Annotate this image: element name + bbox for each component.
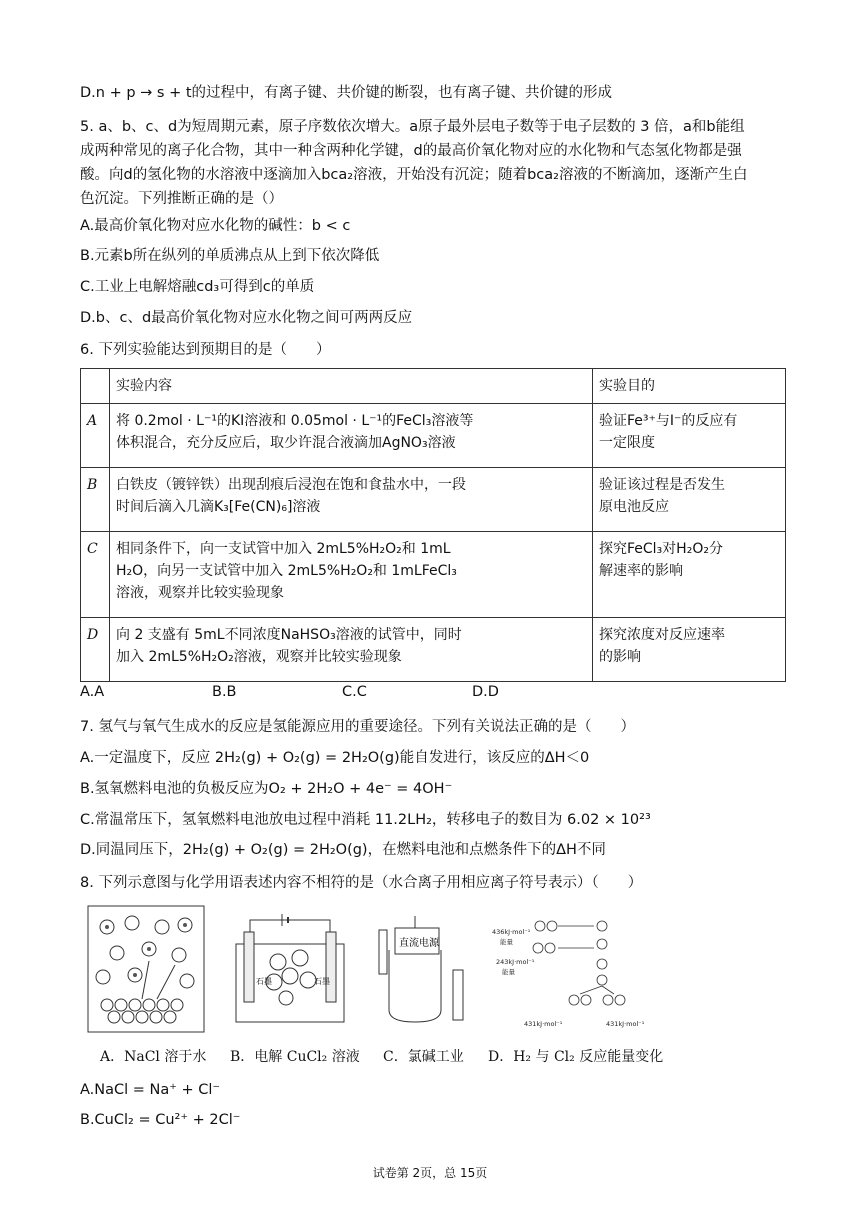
line-d-option: D.n + p → s + t的过程中，有离子键、共价键的断裂，也有离子键、共价键的形成 (80, 85, 613, 101)
q6-option-c: C.C (342, 684, 367, 700)
graphite-right-label: 石墨 (314, 977, 330, 986)
figure-a-caption: A．NaCl 溶于水 (100, 1049, 207, 1065)
q5-option-b: B.元素b所在纵列的单质沸点从上到下依次降低 (80, 248, 380, 264)
figure-b-caption: B．电解 CuCl₂ 溶液 (230, 1049, 360, 1065)
q7-option-d: D.同温同压下，2H₂(g) + O₂(g) = 2H₂O(g)，在燃料电池和点燃条件下的ΔH不同 (80, 842, 606, 858)
table-header-cell: 实验目的 (593, 369, 786, 404)
q5-stem-2: 成两种常见的离子化合物，其中一种含两种化学键，d的最高价氧化物对应的水化物和气态氢化物都是强 (80, 143, 742, 159)
energy-label-1b: 能量 (500, 938, 513, 946)
figure-nacl-dissolving (87, 905, 205, 1033)
row-content: 白铁皮（镀锌铁）出现刮痕后浸泡在饱和食盐水中，一段 时间后滴入几滴K₃[Fe(CN)₆]溶液 (110, 468, 593, 532)
q5-stem-4: 色沉淀。下列推断正确的是（） (80, 191, 283, 207)
q7-stem: 7. 氢气与氧气生成水的反应是氢能源应用的重要途径。下列有关说法正确的是（ ） (80, 719, 635, 735)
table-row (81, 468, 786, 532)
q6-option-d: D.D (472, 684, 499, 700)
row-key: A (81, 404, 110, 468)
energy-label-2: 243kJ·mol⁻¹ (496, 958, 535, 966)
graphite-left-label: 石墨 (256, 977, 272, 986)
figure-electrolysis (230, 910, 350, 1030)
figure-energy-change (490, 908, 660, 1033)
q8-option-a: A.NaCl = Na⁺ + Cl⁻ (80, 1082, 221, 1098)
q6-option-a: A.A (80, 684, 105, 700)
q5-option-d: D.b、c、d最高价氧化物对应水化物之间可两两反应 (80, 310, 413, 326)
table-header-row (81, 369, 786, 404)
q8-option-b: B.CuCl₂ = Cu²⁺ + 2Cl⁻ (80, 1112, 241, 1128)
energy-label-2b: 能量 (502, 968, 515, 976)
row-purpose: 验证该过程是否发生 原电池反应 (593, 468, 786, 532)
q5-stem-1: 5. a、b、c、d为短周期元素，原子序数依次增大。a原子最外层电子数等于电子层数的 3 倍，a和b能组 (80, 119, 745, 135)
q6-option-b: B.B (212, 684, 237, 700)
row-content: 相同条件下，向一支试管中加入 2mL5%H₂O₂和 1mL H₂O，向另一支试管中加入 2mL5%H₂O₂和 1mLFeCl₃ 溶液，观察并比较实验现象 (110, 532, 593, 618)
figure-d-caption: D．H₂ 与 Cl₂ 反应能量变化 (488, 1049, 664, 1065)
page-footer: 试卷第 2页，总 15页 (372, 1166, 488, 1180)
figure-chlor-alkali (375, 910, 470, 1032)
table-header-cell: 实验内容 (110, 369, 593, 404)
row-key: C (81, 532, 110, 618)
q7-option-a: A.一定温度下，反应 2H₂(g) + O₂(g) = 2H₂O(g)能自发进行，该反应的ΔH＜0 (80, 750, 590, 766)
row-key: D (81, 618, 110, 682)
table-row (81, 404, 786, 468)
row-purpose: 探究FeCl₃对H₂O₂分 解速率的影响 (593, 532, 786, 618)
q5-option-a: A.最高价氧化物对应水化物的碱性：b < c (80, 218, 351, 234)
table-row (81, 532, 786, 618)
dc-power-label: 直流电源 (399, 938, 439, 949)
table-header-cell (81, 369, 110, 404)
row-content: 将 0.2mol · L⁻¹的KI溶液和 0.05mol · L⁻¹的FeCl₃溶液等 体积混合，充分反应后，取少许混合液滴加AgNO₃溶液 (110, 404, 593, 468)
energy-label-3: 431kJ·mol⁻¹ (524, 1020, 563, 1028)
q6-stem: 6. 下列实验能达到预期目的是（ ） (80, 342, 331, 358)
row-purpose: 验证Fe³⁺与I⁻的反应有 一定限度 (593, 404, 786, 468)
q8-stem: 8. 下列示意图与化学用语表述内容不相符的是（水合离子用相应离子符号表示）（ ） (80, 875, 643, 891)
q7-option-c: C.常温常压下，氢氧燃料电池放电过程中消耗 11.2LH₂，转移电子的数目为 6.02 × 10²³ (80, 812, 651, 828)
experiment-table (80, 368, 786, 682)
row-key: B (81, 468, 110, 532)
q5-option-c: C.工业上电解熔融cd₃可得到c的单质 (80, 279, 315, 295)
q7-option-b: B.氢氧燃料电池的负极反应为O₂ + 2H₂O + 4e⁻ = 4OH⁻ (80, 781, 453, 797)
row-purpose: 探究浓度对反应速率 的影响 (593, 618, 786, 682)
figure-c-caption: C．氯碱工业 (383, 1049, 464, 1065)
energy-label-1: 436kJ·mol⁻¹ (492, 928, 531, 936)
table-row (81, 618, 786, 682)
energy-label-4: 431kJ·mol⁻¹ (606, 1020, 645, 1028)
row-content: 向 2 支盛有 5mL不同浓度NaHSO₃溶液的试管中，同时 加入 2mL5%H₂O₂溶液，观察并比较实验现象 (110, 618, 593, 682)
q5-stem-3: 酸。向d的氢化物的水溶液中逐滴加入bca₂溶液，开始没有沉淀；随着bca₂溶液的不断滴加，逐渐产生白 (80, 167, 748, 183)
